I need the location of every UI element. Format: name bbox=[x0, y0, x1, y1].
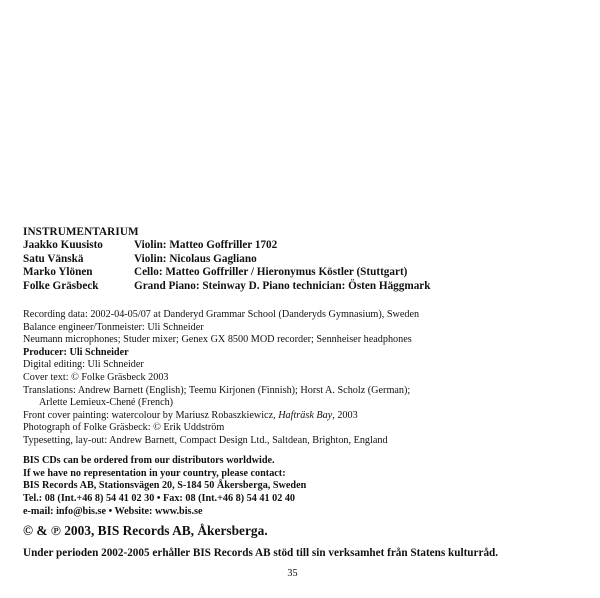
email-website: e-mail: info@bis.se • Website: www.bis.se bbox=[23, 505, 203, 517]
instrument-description: Grand Piano: Steinway D. Piano technician: Östen Häggmark bbox=[134, 279, 431, 292]
balance-engineer: Balance engineer/Tonmeister: Uli Schneider bbox=[23, 321, 204, 333]
recording-data: Recording data: 2002-04-05/07 at Danderyd Grammar School (Danderyds Gymnasium), Sweden bbox=[23, 309, 420, 320]
digital-editing: Digital editing: Uli Schneider bbox=[23, 359, 144, 371]
ordering-line: If we have no representation in your country, please contact: bbox=[23, 467, 286, 479]
instrumentarium-row bbox=[23, 266, 430, 279]
page-number: 35 bbox=[287, 568, 298, 579]
cover-text: Cover text: © Folke Gräsbeck 2003 bbox=[23, 371, 169, 383]
front-cover-suffix: , 2003 bbox=[332, 409, 358, 421]
typesetting-credit: Typesetting, lay-out: Andrew Barnett, Compact Design Ltd., Saltdean, Brighton, England bbox=[23, 434, 388, 446]
recording-credits bbox=[23, 309, 419, 448]
musician-name: Folke Gräsbeck bbox=[23, 279, 99, 292]
producer: Producer: Uli Schneider bbox=[23, 346, 129, 358]
instrumentarium-title: INSTRUMENTARIUM bbox=[23, 226, 139, 238]
instrumentarium-row bbox=[23, 239, 430, 252]
instrumentarium-row bbox=[23, 253, 430, 266]
translations-continued: Arlette Lemieux-Chené (French) bbox=[39, 397, 174, 409]
copyright-notice: © & ℗ 2003, BIS Records AB, Åkersberga. bbox=[23, 523, 268, 538]
company-address: BIS Records AB, Stationsvägen 20, S-184 50 Åkersberga, Sweden bbox=[23, 480, 307, 492]
equipment-list: Neumann microphones; Studer mixer; Genex GX 8500 MOD recorder; Sennheiser headphones bbox=[23, 334, 412, 346]
musician-name: Marko Ylönen bbox=[23, 266, 93, 279]
front-cover-painting bbox=[23, 410, 419, 423]
instrumentarium-section bbox=[23, 226, 430, 293]
translations: Translations: Andrew Barnett (English); Teemu Kirjonen (Finnish); Horst A. Scholz (German); bbox=[23, 384, 411, 396]
ordering-line: BIS CDs can be ordered from our distributors worldwide. bbox=[23, 455, 275, 466]
instrument-description: Cello: Matteo Goffriller / Hieronymus Köstler (Stuttgart) bbox=[134, 266, 408, 279]
funding-notice: Under perioden 2002-2005 erhåller BIS Records AB stöd till sin verksamhet från Statens kulturråd. bbox=[23, 547, 499, 559]
ordering-info bbox=[23, 455, 306, 519]
phone-fax: Tel.: 08 (Int.+46 8) 54 41 02 30 • Fax: 08 (Int.+46 8) 54 41 02 40 bbox=[23, 493, 296, 505]
musician-name: Satu Vänskä bbox=[23, 252, 84, 265]
instrument-description: Violin: Matteo Goffriller 1702 bbox=[134, 239, 278, 252]
musician-name: Jaakko Kuusisto bbox=[23, 239, 103, 252]
front-cover-prefix: Front cover painting: watercolour by Mariusz Robaszkiewicz, bbox=[23, 409, 279, 421]
instrumentarium-row bbox=[23, 280, 430, 293]
photograph-credit: Photograph of Folke Gräsbeck: © Erik Uddström bbox=[23, 422, 225, 434]
instrument-description: Violin: Nicolaus Gagliano bbox=[134, 252, 257, 265]
painting-title: Hafträsk Bay bbox=[278, 409, 333, 421]
